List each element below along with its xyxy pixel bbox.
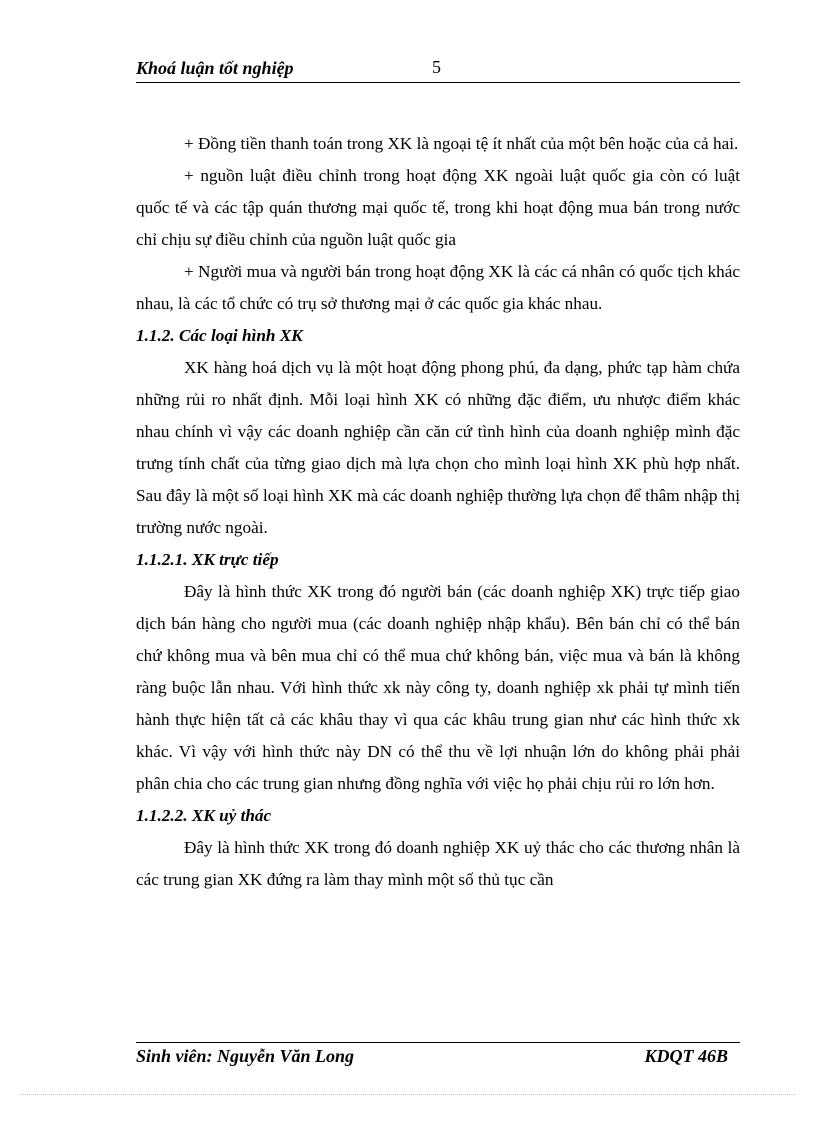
section-heading: 1.1.2. Các loại hình XK [136, 326, 303, 345]
page-header [136, 56, 740, 83]
section-heading: 1.1.2.2. XK uỷ thác [136, 806, 272, 825]
footer-class: KDQT 46B [644, 1046, 728, 1066]
paragraph: XK hàng hoá dịch vụ là một hoạt động phong phú, đa dạng, phức tạp hàm chứa những rủi ro nhất định. Mỗi loại hình XK có những đặc điểm, ưu nhược điểm khác nhau chính vì vậy các doanh nghiệp cần căn cứ tình hình của doanh nghiệp mình đặc trưng tính chất của từng giao dịch mà lựa chọn cho mình loại hình XK phù hợp nhất. Sau đây là một số loại hình XK mà các doanh nghiệp thường lựa chọn để thâm nhập thị trường nước ngoài. [136, 358, 740, 537]
page-footer [136, 1042, 740, 1071]
page-edge-divider [20, 1094, 796, 1095]
paragraph: Đây là hình thức XK trong đó người bán (các doanh nghiệp XK) trực tiếp giao dịch bán hàng cho người mua (các doanh nghiệp nhập khẩu). Bên bán chỉ có thể bán chứ không mua và bên mua chỉ có thể mua chứ không bán, việc mua và bán là không ràng buộc lẫn nhau. Với hình thức xk này công ty, doanh nghiệp xk phải tự mình tiến hành thực hiện tất cả các khâu thay vì qua các khâu trung gian như các hình thức xk khác. Vì vậy với hình thức này DN có thể thu về lợi nhuận lớn do không phải phải phân chia cho các trung gian nhưng đồng nghĩa với việc họ phải chịu rủi ro lớn hơn. [136, 582, 740, 793]
page-number: 5 [432, 57, 441, 77]
section-heading: 1.1.2.1. XK trực tiếp [136, 550, 279, 569]
paragraph: + Người mua và người bán trong hoạt động XK là các cá nhân có quốc tịch khác nhau, là các tổ chức có trụ sở thương mại ở các quốc gia khác nhau. [136, 262, 740, 313]
paragraph: + Đồng tiền thanh toán trong XK là ngoại tệ ít nhất của một bên hoặc của cả hai. [184, 134, 739, 153]
document-body [136, 128, 740, 896]
footer-student: Sinh viên: Nguyễn Văn Long [136, 1046, 355, 1066]
paragraph: + nguồn luật điều chỉnh trong hoạt động XK ngoài luật quốc gia còn có luật quốc tế và các tập quán thương mại quốc tế, trong khi hoạt động mua bán trong nước chỉ chịu sự điều chỉnh của nguồn luật quốc gia [136, 166, 740, 249]
paragraph: Đây là hình thức XK trong đó doanh nghiệp XK uỷ thác cho các thương nhân là các trung gian XK đứng ra làm thay mình một số thủ tục cần [136, 838, 740, 889]
header-title: Khoá luận tốt nghiệp [136, 58, 294, 78]
